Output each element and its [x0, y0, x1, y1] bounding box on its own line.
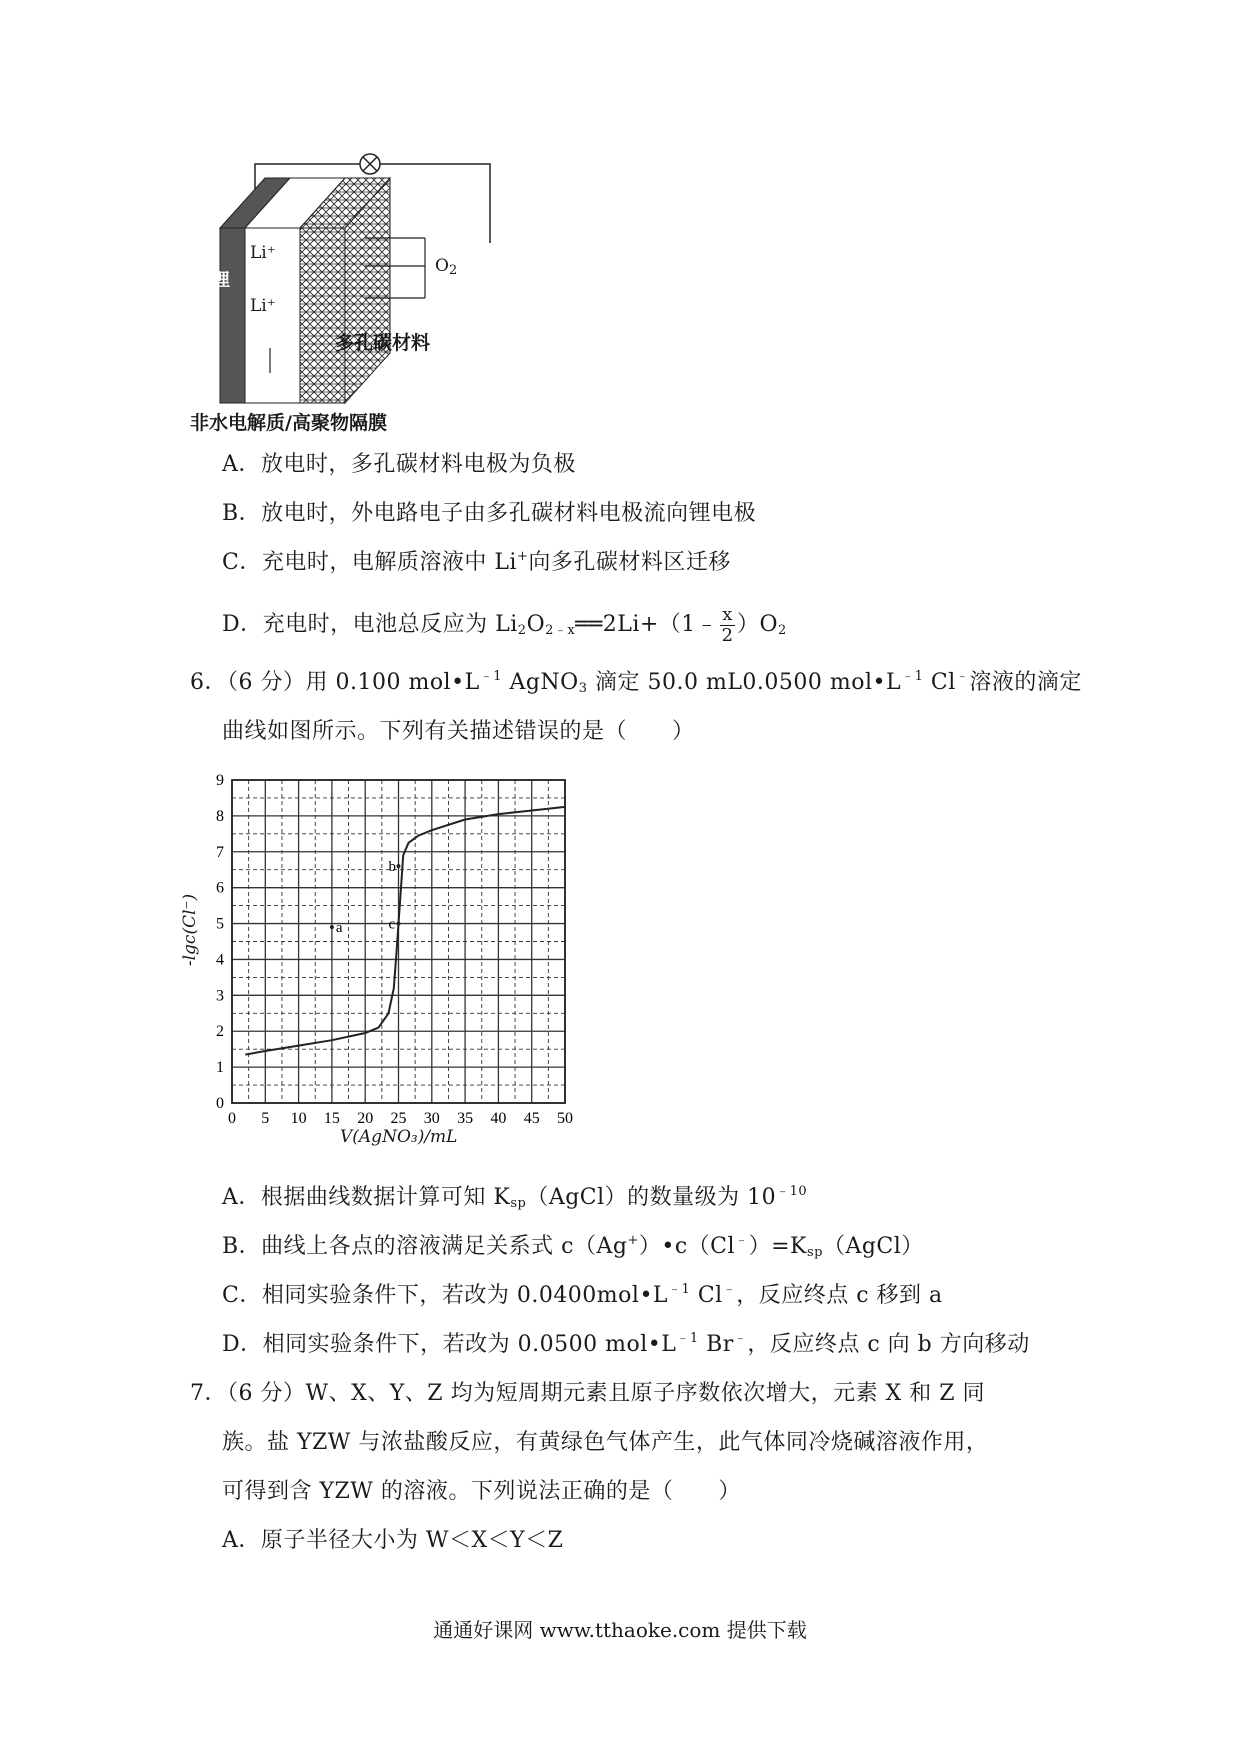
titration-chart: [180, 770, 590, 1160]
q6-option-d-sup1: ﹣1: [676, 1331, 699, 1346]
q6-option-c-c: ，反应终点 c 移到 a: [736, 1283, 943, 1308]
q6-option-b-b: ）•c（Cl: [638, 1234, 736, 1259]
x-tick-label: 20: [357, 1110, 374, 1127]
q6-option-c-a: C．相同实验条件下，若改为 0.0400mol•L: [222, 1283, 669, 1308]
page-footer: 通通好课网 www.tthaoke.com 提供下载: [433, 1618, 807, 1642]
q6-stem-sup1: ﹣1: [479, 669, 502, 684]
membrane-label: 非水电解质/高聚物隔膜: [190, 412, 387, 434]
chart-grid: [232, 780, 565, 1103]
y-tick-label: 6: [216, 879, 224, 897]
q6-option-d-a: D．相同实验条件下，若改为 0.0500 mol•L: [222, 1332, 677, 1357]
q5-option-d: [222, 600, 787, 650]
q6-option-b-sup1: +: [627, 1233, 639, 1248]
porous-carbon-label: 多孔碳材料: [335, 332, 431, 354]
q5-option-c: [222, 548, 731, 578]
x-tick-label: 10: [290, 1110, 307, 1127]
chart-xlabel: V(AgNO₃)/mL: [340, 1127, 458, 1147]
q5-option-d-end-sub: 2: [778, 623, 787, 638]
battery-drawing: [190, 148, 510, 438]
q6-stem-sup3: ﹣: [955, 669, 970, 684]
oxygen-symbol: O: [435, 256, 449, 276]
q6-stem-line2: 曲线如图所示。下列有关描述错误的是（ ）: [222, 719, 695, 744]
q5-option-a: A．放电时，多孔碳材料电极为负极: [222, 452, 576, 477]
q5-option-c-pre: C．充电时，电解质溶液中 Li: [222, 550, 517, 575]
oxygen-label: [435, 256, 457, 276]
point-a-marker: [330, 925, 334, 929]
q6-option-c-b: Cl: [690, 1283, 723, 1308]
x-tick-label: 30: [423, 1110, 440, 1127]
q6-option-c: [222, 1281, 943, 1311]
q6-option-b-sub: sp: [806, 1245, 823, 1260]
battery-diagram: [190, 148, 510, 438]
x-tick-label: 45: [523, 1110, 540, 1127]
q6-stem-line1: [190, 668, 1082, 698]
point-a-label: a: [335, 920, 343, 937]
q7-stem-line3: 可得到含 YZW 的溶液。下列说法正确的是（ ）: [222, 1479, 741, 1504]
y-tick-label: 8: [216, 807, 224, 825]
q6-option-a-sup: ﹣10: [776, 1184, 808, 1199]
q6-option-b-sup2: ﹣: [735, 1233, 749, 1248]
q7-stem-line2: 族。盐 YZW 与浓盐酸反应，有黄绿色气体产生，此气体同冷烧碱溶液作用，: [222, 1430, 989, 1455]
lithium-label: 锂: [212, 270, 230, 291]
point-c-label: c: [388, 916, 396, 933]
titration-curve: [245, 807, 565, 1055]
q6-stem-d: Cl: [923, 670, 956, 695]
y-tick-label: 3: [216, 987, 224, 1005]
x-tick-label: 5: [261, 1110, 270, 1127]
y-tick-label: 7: [216, 843, 224, 861]
fraction-denominator: 2: [721, 624, 734, 646]
q6-option-a: [222, 1183, 807, 1213]
q5-option-d-rest: ══2Li+（1﹣: [575, 612, 719, 637]
q5-option-c-post: 向多孔碳材料区迁移: [528, 550, 731, 575]
q6-option-d-sup2: ﹣: [733, 1331, 748, 1346]
x-tick-label: 15: [323, 1110, 340, 1127]
q6-stem-b: AgNO: [501, 670, 579, 695]
fraction-numerator: x: [722, 603, 733, 625]
chart-ticks: [216, 772, 573, 1127]
q6-stem-sup2: ﹣1: [901, 669, 924, 684]
q6-stem-e: 溶液的滴定: [969, 670, 1082, 695]
x-tick-label: 40: [490, 1110, 507, 1127]
q7-option-a: A．原子半径大小为 W＜X＜Y＜Z: [222, 1528, 564, 1553]
q6-option-b: [222, 1232, 924, 1262]
y-tick-label: 0: [216, 1095, 224, 1112]
titration-chart-svg: [180, 770, 590, 1160]
x-tick-label: 50: [557, 1110, 573, 1127]
q6-option-b-c: ）=K: [748, 1234, 807, 1259]
q5-option-d-end: ）O: [736, 612, 778, 637]
x-tick-label: 0: [228, 1110, 236, 1127]
q6-option-b-d: （AgCl）: [822, 1234, 924, 1259]
oxygen-subscript: 2: [448, 263, 458, 278]
q6-option-a-pre: A．根据曲线数据计算可知 K: [222, 1185, 511, 1210]
q6-stem-a: 6．（6 分）用 0.100 mol•L: [190, 670, 480, 695]
q6-option-a-sub: sp: [510, 1196, 527, 1211]
q6-option-d-c: ，反应终点 c 向 b 方向移动: [747, 1332, 1030, 1357]
x-tick-label: 35: [457, 1110, 474, 1127]
q5-option-d-mid: O: [526, 612, 546, 637]
y-tick-label: 1: [216, 1059, 224, 1077]
q7-stem-line1: 7．（6 分）W、X、Y、Z 均为短周期元素且原子序数依次增大，元素 X 和 Z 同: [190, 1381, 985, 1406]
q6-option-b-a: B．曲线上各点的溶液满足关系式 c（Ag: [222, 1234, 628, 1259]
q5-option-d-fraction: [720, 605, 735, 646]
q6-option-c-sup2: ﹣: [722, 1282, 737, 1297]
q6-stem-sub: 3: [578, 681, 588, 696]
q6-stem-c: 滴定 50.0 mL0.0500 mol•L: [587, 670, 902, 695]
q5-option-c-sup: +: [516, 549, 529, 564]
q6-option-a-mid: （AgCl）的数量级为 10: [526, 1185, 777, 1210]
q6-option-d-b: Br: [698, 1332, 734, 1357]
chart-ylabel: -lgc(Cl⁻): [180, 893, 200, 967]
q6-option-c-sup1: ﹣1: [668, 1282, 691, 1297]
ion-label-lower: Li⁺: [250, 296, 276, 316]
x-tick-label: 25: [390, 1110, 407, 1127]
q5-option-b: B．放电时，外电路电子由多孔碳材料电极流向锂电极: [222, 501, 757, 526]
ion-label-upper: Li⁺: [250, 243, 276, 263]
y-tick-label: 2: [216, 1023, 224, 1041]
y-tick-label: 4: [216, 951, 224, 969]
point-c-marker: [397, 922, 401, 926]
q6-option-d: [222, 1330, 1030, 1360]
point-b-marker: [397, 864, 401, 868]
q5-option-d-sub2: 2﹣x: [545, 623, 576, 638]
q5-option-d-pre: D．充电时，电池总反应为 Li: [222, 612, 518, 637]
point-b-label: b: [388, 859, 396, 876]
q5-option-d-sub1: 2: [517, 623, 527, 638]
y-tick-label: 9: [216, 772, 224, 789]
y-tick-label: 5: [216, 915, 224, 933]
